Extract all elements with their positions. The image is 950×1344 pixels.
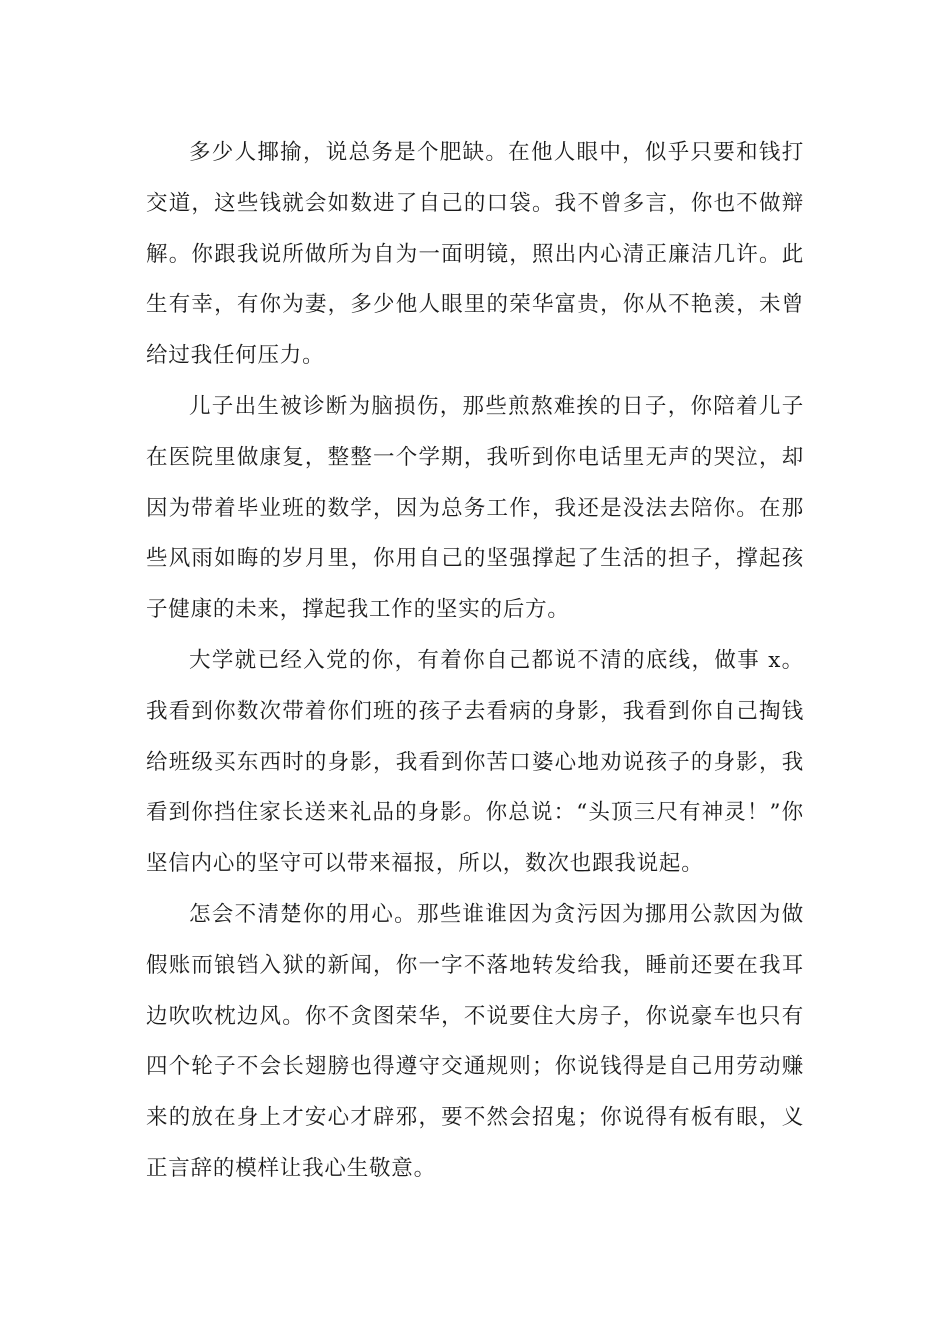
- paragraph-4: 怎会不清楚你的用心。那些谁谁因为贪污因为挪用公款因为做假账而锒铛入狱的新闻，你一字不落地转发给我，睡前还要在我耳边吹吹枕边风。你不贪图荣华，不说要住大房子，你说豪车也只有四个轮子不会长翅膀也得遵守交通规则；你说钱得是自己用劳动赚来的放在身上才安心才辟邪，要不然会招鬼；你说得有板有眼，义正言辞的模样让我心生敬意。: [146, 901, 804, 1181]
- paragraph-1: 多少人揶揄，说总务是个肥缺。在他人眼中，似乎只要和钱打交道，这些钱就会如数进了自己的口袋。我不曾多言，你也不做辩解。你跟我说所做所为自为一面明镜，照出内心清正廉洁几许。此生有幸，有你为妻，多少他人眼里的荣华富贵，你从不艳羡，未曾给过我任何压力。: [146, 140, 804, 369]
- paragraph-2: 儿子出生被诊断为脑损伤，那些煎熬难挨的日子，你陪着儿子在医院里做康复，整整一个学期，我听到你电话里无声的哭泣，却因为带着毕业班的数学，因为总务工作，我还是没法去陪你。在那些风雨如晦的岁月里，你用自己的坚强撑起了生活的担子，撑起孩子健康的未来，撑起我工作的坚实的后方。: [146, 393, 804, 623]
- paragraph-3: 大学就已经入党的你，有着你自己都说不清的底线，做事 x。我看到你数次带着你们班的孩子去看病的身影，我看到你自己掏钱给班级买东西时的身影，我看到你苦口婆心地劝说孩子的身影，我看到你挡住家长送来礼品的身影。你总说：“头顶三尺有神灵！”你坚信内心的坚守可以带来福报，所以，数次也跟我说起。: [146, 647, 804, 877]
- body-text: [146, 128, 804, 1195]
